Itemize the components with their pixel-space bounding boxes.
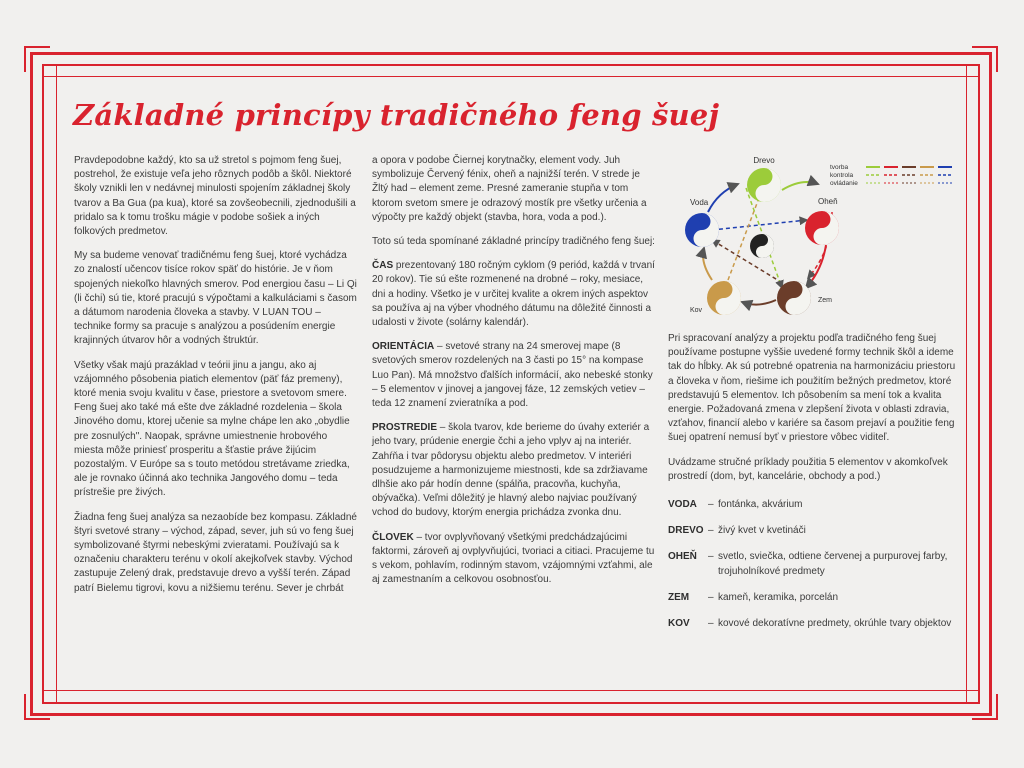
paragraph: Všetky však majú prazáklad v teórii jinu a jangu, ako aj vzájomného pôsobenia piatich elementov (päť fáz premeny), ktoré menia svoju kvalitu v čase, priestore a svetovom smere. Feng šuej ako také má ešte dve základné rozdelenia – škola Jinového domu, ktorej učenie sa mylne chápe len ako „obydlie pre zosnulých". Naopak, správne umiestnenie hrobového miesta môže priniesť prosperitu a šťastie práve žijúcim pozostalým. V Európe sa s touto metódou stretávame zriedka, ale je rovnako účinná ako technika Jangového domu – teda prístrešie pre živých. xyxy=(74,359,350,499)
text-column-2 xyxy=(372,154,655,597)
frame-corner-top-left xyxy=(24,46,50,72)
element-name: DREVO xyxy=(668,525,704,537)
page-title: Základné princípy tradičného feng šuej xyxy=(73,98,720,132)
paragraph: a opora v podobe Čiernej korytnačky, element vody. Juh symbolizuje Červený fénix, oheň a najnižší terén. V strede je Žltý had – element zeme. Presné zameranie stupňa v tom ktorom svetom smere je odrazový mostík pre všetky určenia a výpočty pre každý objekt (stavba, hora, voda a pod.). xyxy=(372,155,647,223)
element-row-ohen xyxy=(668,550,958,578)
legend-tvorba: tvorba xyxy=(830,164,849,171)
cycle-arrow xyxy=(782,182,818,190)
principle-term: PROSTREDIE xyxy=(372,422,438,434)
paragraph-cas xyxy=(372,259,655,330)
principle-text: prezentovaný 180 ročným cyklom (9 periód, každá v trvaní 20 rokov). Tie sú ešte rozmenené na drobné – roky, mesiace, dni a hodiny. Všetko je v určitej kvalite a okrem iných aspektov sa používa aj na výber vhodného dátumu na dôležité činnosti a udalosti v živote (solárny kalendár). xyxy=(372,260,655,329)
element-text: svetlo, sviečka, odtiene červenej a purpurovej farby, trojuholníkové predmety xyxy=(718,551,948,577)
paragraph: Žiadna feng šuej analýza sa nezaobíde bez kompasu. Základné štyri svetové strany – východ, západ, sever, juh sú vo feng šuej symbolizované štyrmi nebeskými zvieratami. Používajú sa k označeniu charakteru terénu v okolí akejkoľvek stavby. Východ zastupuje Zelený drak, predstavuje drevo a vyšší terén. Západ patrí Bielemu tigrovi, kovu a nižšiemu terénu. Sever je chrbát xyxy=(74,511,357,594)
bottom-rule xyxy=(42,690,980,691)
principle-term: ČLOVEK xyxy=(372,531,414,543)
element-name: OHEŇ xyxy=(668,551,697,563)
text-column-1 xyxy=(74,154,358,606)
element-dash: – xyxy=(708,551,714,563)
element-name: ZEM xyxy=(668,591,690,603)
paragraph: Uvádzame stručné príklady použitia 5 elementov v akomkoľvek prostredí (dom, byt, kancelárie, obchody a pod.) xyxy=(668,456,948,482)
element-dash: – xyxy=(708,618,714,630)
principle-text: – škola tvarov, kde berieme do úvahy exteriér a jeho tvary, prúdenie energie čchi a jeho vplyv aj na interiér. Zahŕňa i tvar pôdorysu objektu alebo predmetov. V interiéri posudzujeme a harmonizujeme miestnosti, kde sa zdržiavame dlhšie ako pár hodín denne (spálňa, pracovňa, kuchyňa, obývačka). Veľmi dôležitý je hlavný alebo najviac používaný vchod do budovy, ktorým energia prichádza zvonka dnu. xyxy=(372,422,650,519)
element-row-kov xyxy=(668,617,958,631)
top-rule xyxy=(42,76,980,77)
label-ohen: Oheň xyxy=(818,197,838,206)
label-voda: Voda xyxy=(690,198,709,207)
five-elements-diagram xyxy=(672,150,962,325)
element-text: živý kvet v kvetináči xyxy=(718,525,806,537)
drevo-node xyxy=(747,168,781,202)
element-row-drevo xyxy=(668,524,958,538)
label-drevo: Drevo xyxy=(753,156,775,165)
kov-node xyxy=(707,281,741,315)
element-text: kameň, keramika, porcelán xyxy=(718,591,839,603)
paragraph-prostredie xyxy=(372,421,655,520)
element-text: fontánka, akvárium xyxy=(718,499,803,511)
element-row-zem xyxy=(668,591,958,605)
center-yinyang-icon xyxy=(750,234,774,258)
control-arrow xyxy=(712,220,807,230)
frame-corner-bottom-right xyxy=(972,694,998,720)
principle-term: ORIENTÁCIA xyxy=(372,341,435,353)
label-kov: Kov xyxy=(690,307,703,314)
paragraph-clovek xyxy=(372,531,655,588)
legend-kontrola: kontrola xyxy=(830,172,854,179)
element-dash: – xyxy=(708,499,714,511)
paragraph: Pravdepodobne každý, kto sa už stretol s pojmom feng šuej, postrehol, že existuje veľa jeho rôznych podôb a škôl. Niektoré školy vznikli len v nedávnej minulosti spojením základnej školy tvarov a Ba Gua (pa kua), ktoré sa zovšeobecnili, zjednodušili a pridalo sa k tomu trošku mágie v podobe sošiek a iných folkových predmetov. xyxy=(74,155,356,238)
principle-text: – svetové strany na 24 smerovej mape (8 svetových smerov rozdelených na 3 časti po 15° na kompase Luo Pan). Má množstvo ďalších informácií, ako nebeské stonky – 5 elementov v jinovej a jangovej fáze, 12 zemských vetiev – teda 12 znamení zvieratníka a pod. xyxy=(372,341,653,410)
legend xyxy=(830,164,952,187)
text-column-3 xyxy=(668,332,958,643)
principle-term: ČAS xyxy=(372,260,394,272)
element-name: VODA xyxy=(668,499,697,511)
paragraph-orientacia xyxy=(372,340,655,411)
element-text: kovové dekoratívne predmety, okrúhle tvary objektov xyxy=(718,618,952,630)
voda-node xyxy=(685,213,719,247)
principle-text: – tvor ovplyvňovaný všetkými predchádzajúcimi faktormi, zároveň aj ovplyvňujúci, tvoriaci a citiaci. Pracujeme tu s vekom, pohlavím, rodinným stavom, vzájomnými vzťahmi, ale aj zamestnaním a celkovou osobnosťou. xyxy=(372,531,655,586)
frame-corner-bottom-left xyxy=(24,694,50,720)
paragraph: Toto sú teda spomínané základné princípy tradičného feng šuej: xyxy=(372,236,655,248)
right-rule xyxy=(966,64,967,704)
cycle-arrow xyxy=(708,184,738,212)
paragraph: Pri spracovaní analýzy a projektu podľa tradičného feng šuej používame postupne vyššie uvedené formy technik škôl a ideme tak do hĺbky. Ak sú potrebné opatrenia na harmonizáciu priestoru a človeka v ňom, riešime ich použitím bežných predmetov, ktoré predstavujú 5 elementov. Ich pôsobením sa mení tok a kvalita energie. Požadovaná zmena v zlepšení života v oblasti zdravia, vzťahov, financií alebo v kariére sa časom prejaví a použitie feng šuej opatrení nemusí byť v priestore vôbec viditeľ. xyxy=(668,333,956,444)
ohen-node xyxy=(805,211,839,245)
cycle-arrow xyxy=(703,248,712,280)
zem-node xyxy=(777,281,811,315)
element-name: KOV xyxy=(668,618,690,630)
element-dash: – xyxy=(708,525,714,537)
label-zem: Zem xyxy=(818,297,832,304)
element-row-voda xyxy=(668,498,958,512)
paragraph: My sa budeme venovať tradičnému feng šuej, ktoré vychádza zo znalostí učencov tisíce rokov späť do histórie. Je v ňom spojených niekoľko hlavných smerov. Pod energiou času – Li Qi (li čchi) sú tie, ktoré pracujú s výpočtami a kalkuláciami s časom a dátumom narodenia človeka a stavby. V LUAN TOU – technike formy sa pracuje s analýzou a posúdením energie krajinných útvarov hôr a vodných štruktúr. xyxy=(74,250,357,347)
legend-ovladanie: ovládanie xyxy=(830,180,858,187)
cycle-arrow xyxy=(742,300,776,305)
frame-corner-top-right xyxy=(972,46,998,72)
left-rule xyxy=(56,64,57,704)
element-dash: – xyxy=(708,591,714,603)
